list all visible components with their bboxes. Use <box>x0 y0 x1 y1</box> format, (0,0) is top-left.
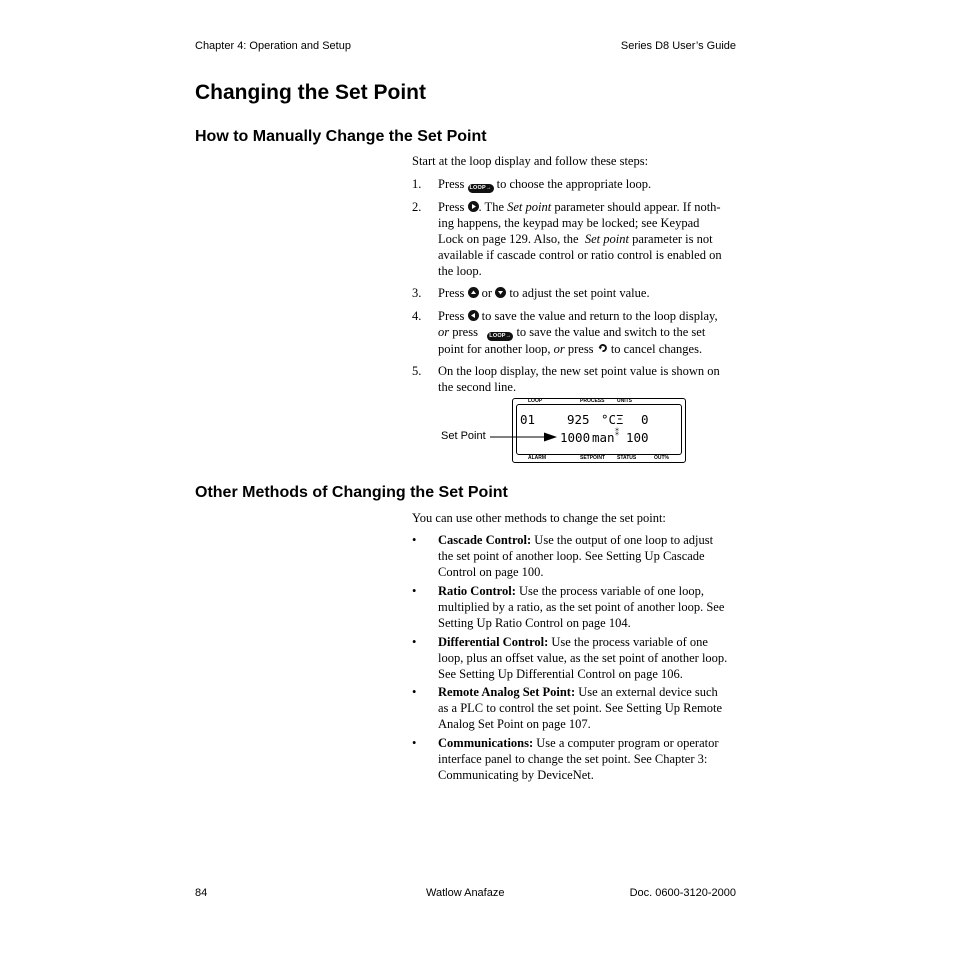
step-text: Press <box>438 309 465 323</box>
footer-doc-number: Doc. 0600-3120-2000 <box>629 887 736 899</box>
lcd-setpoint-value: 1000 <box>560 430 591 445</box>
item-text: See Setting Up Differential Control on page 106. <box>438 667 683 681</box>
item-text: Communicating by DeviceNet. <box>438 768 594 782</box>
item-text: loop, plus an offset value, as the set point of another loop. <box>438 651 728 665</box>
item-text: Use a computer program or operator <box>536 736 719 750</box>
bullet: • <box>412 533 417 547</box>
step-text: Press <box>438 286 465 300</box>
item-text: interface panel to change the set point. See Chapter 3: <box>438 752 708 766</box>
section-heading-manual: How to Manually Change the Set Point <box>195 128 487 145</box>
item-text: Setting Up Ratio Control on page 104. <box>438 616 631 630</box>
step-text: or <box>481 286 493 300</box>
down-arrow-key-icon <box>495 287 506 298</box>
item-title: Differential Control: <box>438 635 549 649</box>
step-text: Press <box>438 177 465 191</box>
section-intro-other: You can use other methods to change the set point: <box>412 511 666 525</box>
set-point-term: Set point <box>507 200 552 214</box>
item-text: Use the process variable of one <box>551 635 708 649</box>
item-text: Use an external device such <box>578 685 718 699</box>
step-text: to save the value and switch to the set <box>516 325 706 339</box>
up-arrow-key-icon <box>468 287 479 298</box>
step-number: 4. <box>412 309 422 323</box>
lcd-status-marker: ⁑ <box>615 428 619 437</box>
label-alarm: ALARM <box>528 455 547 461</box>
step-text: point for another loop, <box>438 342 551 356</box>
item-title: Cascade Control: <box>438 533 532 547</box>
section-heading-other: Other Methods of Changing the Set Point <box>195 484 508 501</box>
callout-arrow-icon <box>490 431 558 443</box>
item-text: the set point of another loop. See Setting Up Cascade <box>438 549 705 563</box>
step-text: parameter should appear. If noth- <box>554 200 721 214</box>
label-setpoint: SETPOINT <box>580 455 606 461</box>
set-point-term: Set point <box>584 232 629 246</box>
left-arrow-key-icon <box>468 310 479 321</box>
step-number: 2. <box>412 200 422 214</box>
label-out: OUT% <box>654 455 669 461</box>
bullet: • <box>412 736 417 750</box>
step-text: available if cascade control or ratio control is enabled on <box>438 248 722 262</box>
item-text: Use the process variable of one loop, <box>519 584 705 598</box>
loop-key-icon: LOOP→ <box>489 333 512 339</box>
item-text: Analog Set Point on page 107. <box>438 717 591 731</box>
callout-set-point: Set Point <box>441 430 486 442</box>
step-text: to save the value and return to the loop display, <box>481 309 718 323</box>
lcd-process-value: 925 <box>567 412 590 427</box>
lcd-status: man <box>592 430 615 445</box>
step-number: 1. <box>412 177 422 191</box>
lcd-output: 0 <box>641 412 649 427</box>
step-text: the loop. <box>438 264 482 278</box>
step-text: press <box>567 342 594 356</box>
lcd-output-value: 100 <box>626 430 649 445</box>
item-title: Ratio Control: <box>438 584 516 598</box>
item-text: as a PLC to control the set point. See Setting Up Remote <box>438 701 722 715</box>
step-text: or <box>438 325 450 339</box>
lcd-units: °CΞ <box>601 412 624 427</box>
right-arrow-key-icon <box>468 201 479 212</box>
label-process: PROCESS <box>580 398 605 404</box>
step-text: parameter is not <box>632 232 713 246</box>
bullet: • <box>412 685 417 699</box>
bullet: • <box>412 635 417 649</box>
step-text: Lock on page 129. Also, the <box>438 232 579 246</box>
step-text: ing happens, the keypad may be locked; see Keypad <box>438 216 700 230</box>
item-text: Control on page 100. <box>438 565 544 579</box>
step-text: to choose the appropriate loop. <box>496 177 652 191</box>
item-title: Remote Analog Set Point: <box>438 685 576 699</box>
item-title: Communications: <box>438 736 534 750</box>
cancel-key-icon <box>597 343 608 354</box>
step-text: . The <box>478 200 504 214</box>
item-text: Use the output of one loop to adjust <box>534 533 714 547</box>
step-text: On the loop display, the new set point value is shown on <box>438 364 720 378</box>
running-header-guide: Series D8 User’s Guide <box>620 40 736 52</box>
running-header-chapter: Chapter 4: Operation and Setup <box>195 40 351 52</box>
item-text: multiplied by a ratio, as the set point of another loop. See <box>438 600 725 614</box>
lcd-loop-number: 01 <box>520 412 536 427</box>
step-number: 5. <box>412 364 422 378</box>
footer-company: Watlow Anafaze <box>426 887 505 899</box>
step-text: press <box>452 325 478 339</box>
label-units: UNITS <box>617 398 632 404</box>
step-number: 3. <box>412 286 422 300</box>
label-loop: LOOP <box>528 398 543 404</box>
label-status: STATUS <box>617 455 637 461</box>
step-text: the second line. <box>438 380 517 394</box>
bullet: • <box>412 584 417 598</box>
step-text: or <box>553 342 565 356</box>
step-text: to adjust the set point value. <box>509 286 650 300</box>
loop-key-icon: LOOP→ <box>469 185 492 191</box>
section-intro-manual: Start at the loop display and follow these steps: <box>412 154 649 168</box>
page-title: Changing the Set Point <box>195 81 426 104</box>
step-text: to cancel changes. <box>610 342 703 356</box>
step-text: Press <box>438 200 465 214</box>
page-number: 84 <box>195 887 208 899</box>
